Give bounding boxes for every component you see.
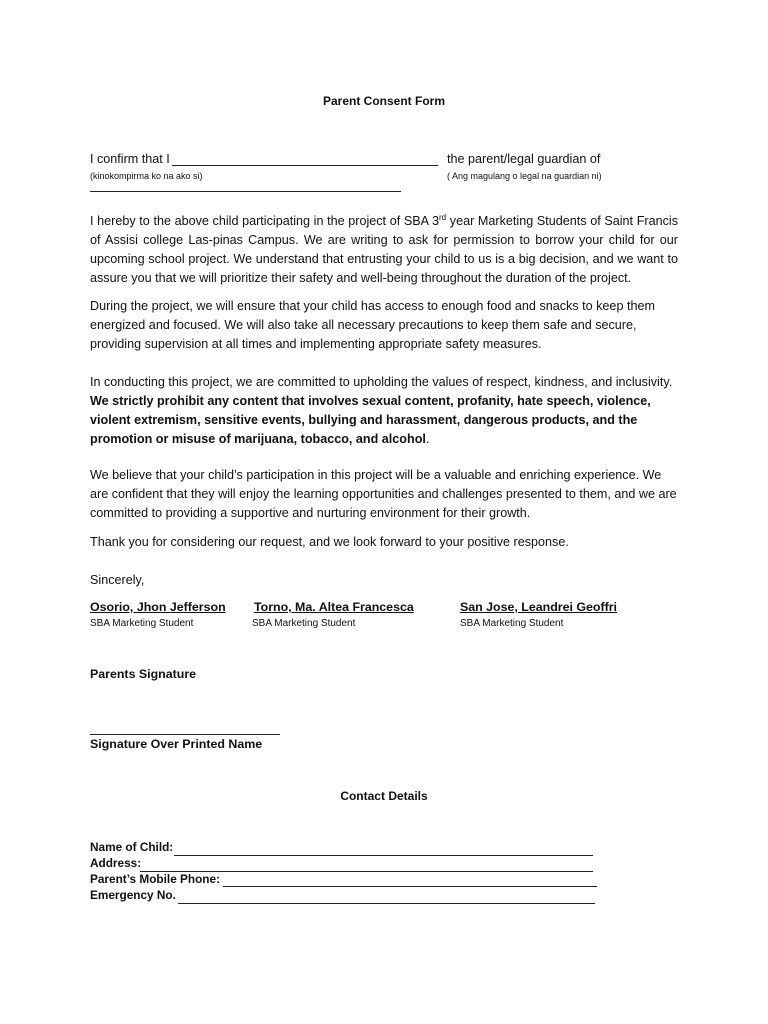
paragraph-3-normal: In conducting this project, we are committed to upholding the values of respect, kindness, and inclusivity.	[90, 375, 673, 389]
paragraph-3	[90, 373, 678, 449]
child-name-label: Name of Child:	[90, 840, 174, 854]
paragraph-3-end: .	[425, 432, 430, 446]
paragraph-4: We believe that your child’s participation in this project will be a valuable and enriching experience. We are confident that they will enjoy the learning opportunities and challenges presented to them, and we are committed to providing a supportive and nurturing environment for their growth.	[90, 468, 677, 520]
signatory-role-2: SBA Marketing Student	[252, 618, 356, 629]
emergency-field[interactable]	[178, 903, 595, 904]
address-label: Address:	[90, 856, 142, 870]
mobile-field[interactable]	[223, 886, 597, 887]
child-name-line[interactable]	[90, 191, 401, 192]
signatory-name-2: Torno, Ma. Altea Francesca	[254, 600, 414, 614]
signature-over-name-label: Signature Over Printed Name	[90, 737, 263, 751]
signatory-role-3: SBA Marketing Student	[460, 618, 564, 629]
note-left: (kinokompirma ko na ako si)	[90, 171, 203, 181]
signatory-role-1: SBA Marketing Student	[90, 618, 194, 629]
guardian-text: the parent/legal guardian of	[447, 152, 601, 166]
paragraph-5: Thank you for considering our request, and we look forward to your positive response.	[90, 535, 569, 549]
guardian-name-line[interactable]	[172, 165, 438, 166]
form-title: Parent Consent Form	[322, 94, 445, 108]
closing: Sincerely,	[90, 573, 145, 587]
mobile-label: Parent’s Mobile Phone:	[90, 872, 221, 886]
confirm-lead: I confirm that I	[90, 152, 170, 166]
paragraph-1	[90, 212, 678, 288]
paragraph-1-sup: rd	[439, 212, 447, 222]
signature-line[interactable]	[90, 734, 280, 735]
parents-signature-label: Parents Signature	[90, 667, 197, 681]
paragraph-1-part1: I hereby to the above child participating in the project of SBA 3	[90, 214, 439, 228]
emergency-label: Emergency No.	[90, 888, 176, 902]
paragraph-2: During the project, we will ensure that your child has access to enough food and snacks to keep them energized and focused. We will also take all necessary precautions to keep them safe and secure, providing supervision at all times and implementing appropriate safety measures.	[90, 299, 655, 351]
contact-title: Contact Details	[340, 789, 428, 803]
signatory-name-1: Osorio, Jhon Jefferson	[90, 600, 226, 614]
note-right: ( Ang magulang o legal na guardian ni)	[447, 171, 602, 181]
child-name-field[interactable]	[174, 855, 593, 856]
paragraph-3-bold: We strictly prohibit any content that involves sexual content, profanity, hate speech, violence, violent extremism, sensitive events, bullying and harassment, dangerous products, and the promotion or misuse of marijuana, tobacco, and alcohol	[90, 394, 651, 446]
paragraph-1-part2: year Marketing Students of Saint Francis of Assisi college Las-pinas Campus. We are writing to ask for permission to borrow your child for our upcoming school project. We understand that entrusting your child to us is a big decision, and we want to assure you that we will prioritize their safety and well-being throughout the duration of the project.	[90, 214, 678, 285]
signatory-name-3: San Jose, Leandrei Geoffri	[460, 600, 617, 614]
